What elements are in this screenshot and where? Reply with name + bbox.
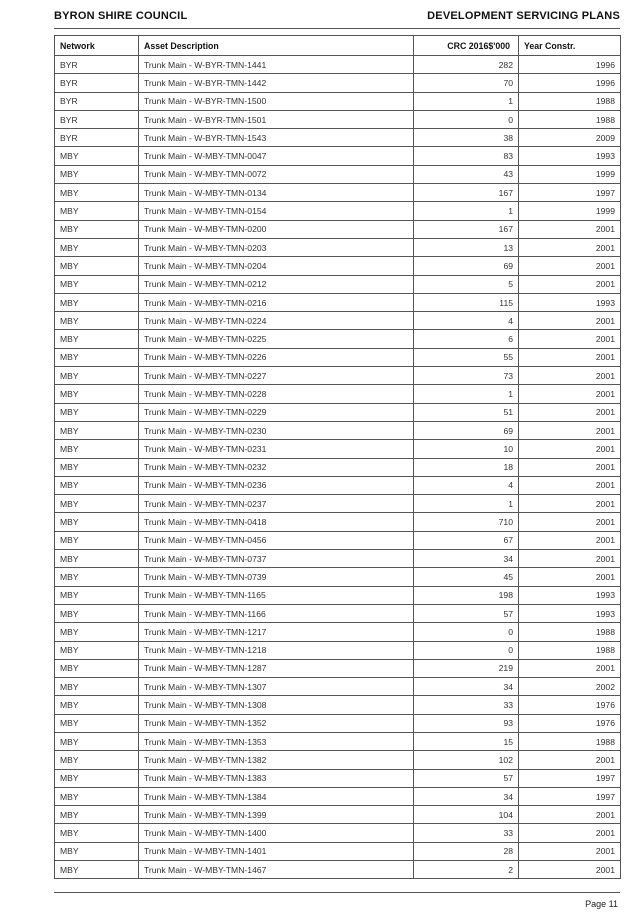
cell-year: 1976: [519, 714, 621, 732]
cell-network: BYR: [55, 56, 139, 74]
cell-year: 2001: [519, 257, 621, 275]
cell-network: BYR: [55, 129, 139, 147]
cell-asset-description: Trunk Main - W-MBY-TMN-1307: [139, 678, 414, 696]
cell-crc: 38: [414, 129, 519, 147]
cell-crc: 10: [414, 440, 519, 458]
cell-asset-description: Trunk Main - W-MBY-TMN-0737: [139, 550, 414, 568]
cell-year: 1999: [519, 202, 621, 220]
table-row: [55, 275, 621, 293]
cell-asset-description: Trunk Main - W-MBY-TMN-1382: [139, 751, 414, 769]
cell-network: MBY: [55, 824, 139, 842]
cell-asset-description: Trunk Main - W-MBY-TMN-0418: [139, 513, 414, 531]
cell-network: MBY: [55, 659, 139, 677]
table-body: [55, 56, 621, 879]
cell-crc: 15: [414, 732, 519, 750]
cell-year: 2001: [519, 659, 621, 677]
table-row: [55, 110, 621, 128]
cell-year: 2002: [519, 678, 621, 696]
cell-asset-description: Trunk Main - W-MBY-TMN-0047: [139, 147, 414, 165]
table-row: [55, 696, 621, 714]
table-row: [55, 623, 621, 641]
table-row: [55, 440, 621, 458]
cell-year: 2001: [519, 513, 621, 531]
cell-crc: 167: [414, 184, 519, 202]
cell-crc: 57: [414, 769, 519, 787]
cell-crc: 93: [414, 714, 519, 732]
cell-network: MBY: [55, 787, 139, 805]
cell-network: MBY: [55, 403, 139, 421]
cell-crc: 104: [414, 806, 519, 824]
cell-crc: 28: [414, 842, 519, 860]
cell-crc: 57: [414, 604, 519, 622]
table-row: [55, 257, 621, 275]
cell-network: MBY: [55, 348, 139, 366]
cell-crc: 198: [414, 586, 519, 604]
table-row: [55, 641, 621, 659]
table-row: [55, 348, 621, 366]
cell-crc: 18: [414, 458, 519, 476]
cell-year: 2001: [519, 238, 621, 256]
table-row: [55, 751, 621, 769]
cell-crc: 1: [414, 385, 519, 403]
table-row: [55, 714, 621, 732]
cell-crc: 219: [414, 659, 519, 677]
cell-year: 2001: [519, 330, 621, 348]
cell-network: MBY: [55, 330, 139, 348]
cell-network: MBY: [55, 476, 139, 494]
cell-crc: 282: [414, 56, 519, 74]
cell-year: 1988: [519, 732, 621, 750]
cell-year: 2001: [519, 751, 621, 769]
table-row: [55, 367, 621, 385]
table-row: [55, 92, 621, 110]
cell-network: MBY: [55, 586, 139, 604]
cell-network: MBY: [55, 696, 139, 714]
table-row: [55, 165, 621, 183]
cell-year: 1997: [519, 787, 621, 805]
table-row: [55, 293, 621, 311]
cell-network: MBY: [55, 641, 139, 659]
cell-asset-description: Trunk Main - W-MBY-TMN-0236: [139, 476, 414, 494]
table-row: [55, 604, 621, 622]
cell-year: 2001: [519, 476, 621, 494]
cell-asset-description: Trunk Main - W-BYR-TMN-1543: [139, 129, 414, 147]
table-row: [55, 659, 621, 677]
cell-crc: 4: [414, 476, 519, 494]
cell-crc: 2: [414, 861, 519, 879]
cell-network: MBY: [55, 550, 139, 568]
cell-asset-description: Trunk Main - W-MBY-TMN-0224: [139, 312, 414, 330]
cell-year: 1997: [519, 184, 621, 202]
cell-crc: 5: [414, 275, 519, 293]
table-row: [55, 531, 621, 549]
table-row: [55, 147, 621, 165]
cell-crc: 67: [414, 531, 519, 549]
cell-network: MBY: [55, 257, 139, 275]
cell-asset-description: Trunk Main - W-MBY-TMN-1287: [139, 659, 414, 677]
cell-asset-description: Trunk Main - W-BYR-TMN-1501: [139, 110, 414, 128]
table-row: [55, 74, 621, 92]
cell-asset-description: Trunk Main - W-MBY-TMN-1308: [139, 696, 414, 714]
cell-network: MBY: [55, 531, 139, 549]
table-row: [55, 385, 621, 403]
cell-year: 2001: [519, 421, 621, 439]
cell-year: 2001: [519, 385, 621, 403]
cell-asset-description: Trunk Main - W-MBY-TMN-0154: [139, 202, 414, 220]
cell-year: 1976: [519, 696, 621, 714]
table-row: [55, 787, 621, 805]
cell-crc: 70: [414, 74, 519, 92]
cell-network: MBY: [55, 165, 139, 183]
cell-year: 1993: [519, 147, 621, 165]
cell-year: 2001: [519, 806, 621, 824]
cell-network: MBY: [55, 806, 139, 824]
table-row: [55, 842, 621, 860]
cell-network: MBY: [55, 202, 139, 220]
cell-crc: 1: [414, 202, 519, 220]
cell-asset-description: Trunk Main - W-MBY-TMN-1384: [139, 787, 414, 805]
cell-asset-description: Trunk Main - W-BYR-TMN-1442: [139, 74, 414, 92]
cell-asset-description: Trunk Main - W-MBY-TMN-0216: [139, 293, 414, 311]
cell-crc: 167: [414, 220, 519, 238]
cell-crc: 45: [414, 568, 519, 586]
cell-asset-description: Trunk Main - W-MBY-TMN-1401: [139, 842, 414, 860]
cell-asset-description: Trunk Main - W-MBY-TMN-0232: [139, 458, 414, 476]
cell-year: 1999: [519, 165, 621, 183]
cell-year: 1996: [519, 56, 621, 74]
column-header-network: Network: [55, 36, 139, 56]
cell-network: MBY: [55, 238, 139, 256]
table-row: [55, 312, 621, 330]
cell-crc: 69: [414, 421, 519, 439]
cell-year: 1993: [519, 604, 621, 622]
cell-asset-description: Trunk Main - W-MBY-TMN-0072: [139, 165, 414, 183]
cell-network: MBY: [55, 623, 139, 641]
org-name: BYRON SHIRE COUNCIL: [54, 10, 188, 22]
table-row: [55, 129, 621, 147]
cell-network: BYR: [55, 74, 139, 92]
table-row: [55, 220, 621, 238]
cell-asset-description: Trunk Main - W-MBY-TMN-1217: [139, 623, 414, 641]
cell-asset-description: Trunk Main - W-MBY-TMN-0225: [139, 330, 414, 348]
column-header-crc: CRC 2016$'000: [414, 36, 519, 56]
cell-asset-description: Trunk Main - W-MBY-TMN-0456: [139, 531, 414, 549]
cell-asset-description: Trunk Main - W-MBY-TMN-0229: [139, 403, 414, 421]
cell-year: 2001: [519, 550, 621, 568]
cell-crc: 69: [414, 257, 519, 275]
table-row: [55, 806, 621, 824]
cell-year: 1988: [519, 641, 621, 659]
table-row: [55, 678, 621, 696]
cell-year: 1988: [519, 623, 621, 641]
cell-year: 2001: [519, 275, 621, 293]
cell-year: 2001: [519, 367, 621, 385]
cell-crc: 13: [414, 238, 519, 256]
table-row: [55, 586, 621, 604]
cell-crc: 73: [414, 367, 519, 385]
cell-asset-description: Trunk Main - W-MBY-TMN-1165: [139, 586, 414, 604]
cell-asset-description: Trunk Main - W-MBY-TMN-0203: [139, 238, 414, 256]
cell-network: MBY: [55, 421, 139, 439]
table-row: [55, 56, 621, 74]
cell-crc: 710: [414, 513, 519, 531]
cell-crc: 34: [414, 550, 519, 568]
cell-year: 1988: [519, 92, 621, 110]
cell-crc: 33: [414, 824, 519, 842]
cell-year: 2001: [519, 458, 621, 476]
cell-asset-description: Trunk Main - W-MBY-TMN-1400: [139, 824, 414, 842]
column-header-asset-description: Asset Description: [139, 36, 414, 56]
cell-asset-description: Trunk Main - W-BYR-TMN-1500: [139, 92, 414, 110]
cell-network: MBY: [55, 275, 139, 293]
cell-asset-description: Trunk Main - W-MBY-TMN-1467: [139, 861, 414, 879]
cell-crc: 4: [414, 312, 519, 330]
cell-crc: 43: [414, 165, 519, 183]
cell-network: MBY: [55, 312, 139, 330]
cell-asset-description: Trunk Main - W-BYR-TMN-1441: [139, 56, 414, 74]
cell-year: 2001: [519, 440, 621, 458]
cell-asset-description: Trunk Main - W-MBY-TMN-1383: [139, 769, 414, 787]
cell-network: MBY: [55, 861, 139, 879]
cell-asset-description: Trunk Main - W-MBY-TMN-1353: [139, 732, 414, 750]
cell-crc: 0: [414, 110, 519, 128]
document-title: DEVELOPMENT SERVICING PLANS: [427, 10, 620, 22]
cell-asset-description: Trunk Main - W-MBY-TMN-0227: [139, 367, 414, 385]
cell-year: 2001: [519, 312, 621, 330]
cell-crc: 6: [414, 330, 519, 348]
table-row: [55, 476, 621, 494]
cell-asset-description: Trunk Main - W-MBY-TMN-0204: [139, 257, 414, 275]
cell-crc: 102: [414, 751, 519, 769]
cell-year: 1993: [519, 586, 621, 604]
page-number: Page 11: [585, 899, 618, 909]
table-row: [55, 513, 621, 531]
page-header: [54, 10, 620, 28]
table-row: [55, 238, 621, 256]
cell-year: 2001: [519, 824, 621, 842]
cell-network: MBY: [55, 513, 139, 531]
cell-year: 2001: [519, 403, 621, 421]
cell-network: MBY: [55, 385, 139, 403]
cell-year: 2001: [519, 861, 621, 879]
cell-network: MBY: [55, 495, 139, 513]
table-row: [55, 403, 621, 421]
cell-network: MBY: [55, 220, 139, 238]
cell-asset-description: Trunk Main - W-MBY-TMN-0200: [139, 220, 414, 238]
cell-network: MBY: [55, 604, 139, 622]
cell-crc: 33: [414, 696, 519, 714]
cell-asset-description: Trunk Main - W-MBY-TMN-1399: [139, 806, 414, 824]
cell-crc: 34: [414, 787, 519, 805]
cell-year: 1993: [519, 293, 621, 311]
table-row: [55, 550, 621, 568]
cell-year: 1997: [519, 769, 621, 787]
cell-year: 1996: [519, 74, 621, 92]
cell-asset-description: Trunk Main - W-MBY-TMN-0226: [139, 348, 414, 366]
cell-network: MBY: [55, 568, 139, 586]
cell-asset-description: Trunk Main - W-MBY-TMN-1352: [139, 714, 414, 732]
cell-network: MBY: [55, 367, 139, 385]
column-header-year: Year Constr.: [519, 36, 621, 56]
cell-asset-description: Trunk Main - W-MBY-TMN-1218: [139, 641, 414, 659]
cell-asset-description: Trunk Main - W-MBY-TMN-0231: [139, 440, 414, 458]
table-row: [55, 861, 621, 879]
cell-asset-description: Trunk Main - W-MBY-TMN-0739: [139, 568, 414, 586]
cell-year: 2001: [519, 495, 621, 513]
cell-crc: 55: [414, 348, 519, 366]
cell-crc: 0: [414, 641, 519, 659]
table-row: [55, 184, 621, 202]
cell-network: MBY: [55, 184, 139, 202]
cell-network: MBY: [55, 293, 139, 311]
table-row: [55, 769, 621, 787]
cell-crc: 1: [414, 92, 519, 110]
cell-crc: 115: [414, 293, 519, 311]
cell-year: 2001: [519, 568, 621, 586]
table-row: [55, 458, 621, 476]
table-row: [55, 495, 621, 513]
table-row: [55, 824, 621, 842]
cell-asset-description: Trunk Main - W-MBY-TMN-0228: [139, 385, 414, 403]
table-row: [55, 330, 621, 348]
cell-network: BYR: [55, 92, 139, 110]
cell-network: MBY: [55, 440, 139, 458]
cell-network: MBY: [55, 732, 139, 750]
cell-year: 1988: [519, 110, 621, 128]
table-row: [55, 421, 621, 439]
cell-network: MBY: [55, 842, 139, 860]
cell-crc: 1: [414, 495, 519, 513]
table-row: [55, 732, 621, 750]
cell-year: 2001: [519, 531, 621, 549]
cell-network: BYR: [55, 110, 139, 128]
cell-year: 2001: [519, 220, 621, 238]
table-row: [55, 202, 621, 220]
cell-network: MBY: [55, 714, 139, 732]
cell-crc: 34: [414, 678, 519, 696]
cell-asset-description: Trunk Main - W-MBY-TMN-0212: [139, 275, 414, 293]
cell-asset-description: Trunk Main - W-MBY-TMN-0237: [139, 495, 414, 513]
cell-network: MBY: [55, 458, 139, 476]
cell-network: MBY: [55, 751, 139, 769]
cell-crc: 83: [414, 147, 519, 165]
footer-divider: [54, 892, 620, 893]
cell-year: 2001: [519, 842, 621, 860]
cell-network: MBY: [55, 147, 139, 165]
cell-network: MBY: [55, 769, 139, 787]
cell-asset-description: Trunk Main - W-MBY-TMN-1166: [139, 604, 414, 622]
cell-year: 2009: [519, 129, 621, 147]
cell-network: MBY: [55, 678, 139, 696]
asset-table: [54, 35, 621, 879]
table-header-row: [55, 36, 621, 56]
table-row: [55, 568, 621, 586]
header-divider: [54, 28, 620, 29]
cell-year: 2001: [519, 348, 621, 366]
cell-crc: 0: [414, 623, 519, 641]
cell-crc: 51: [414, 403, 519, 421]
cell-asset-description: Trunk Main - W-MBY-TMN-0230: [139, 421, 414, 439]
cell-asset-description: Trunk Main - W-MBY-TMN-0134: [139, 184, 414, 202]
